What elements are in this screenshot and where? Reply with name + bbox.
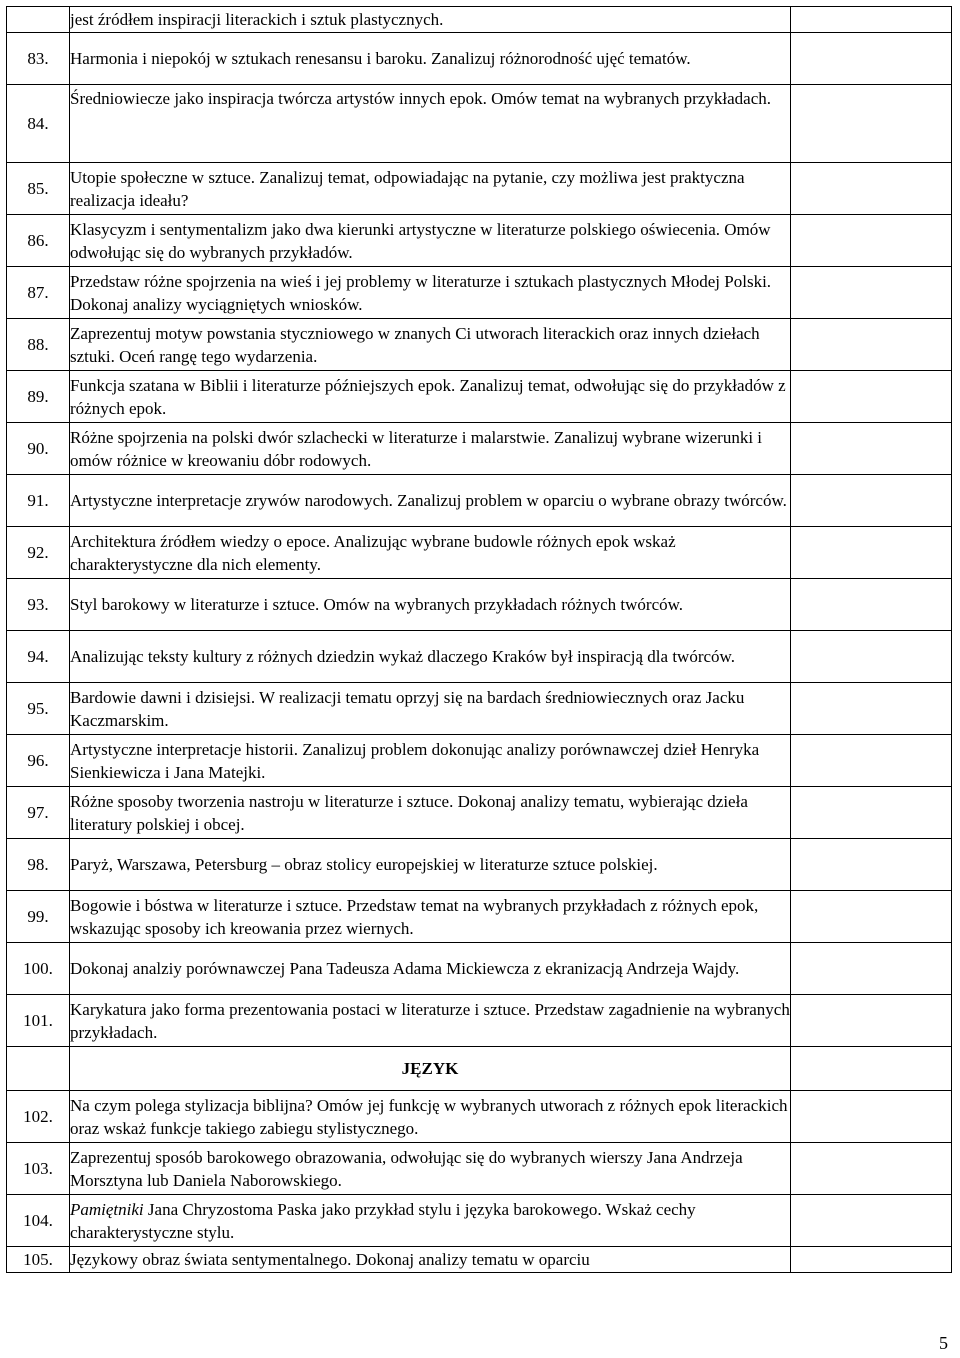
row-blank-cell [791,995,952,1047]
table-row [7,1091,952,1143]
row-blank-cell [791,215,952,267]
table-row [7,735,952,787]
table-row [7,943,952,995]
row-blank-cell [791,891,952,943]
row-blank-cell [791,423,952,475]
row-number: 93. [7,579,70,631]
row-text: Dokonaj analziy porównawczej Pana Tadeusza Adama Mickiewcza z ekranizacją Andrzeja Wajdy. [70,943,791,995]
row-blank-cell [791,319,952,371]
row-number: 97. [7,787,70,839]
row-text: Zaprezentuj sposób barokowego obrazowania, odwołując się do wybranych wierszy Jana Andrzeja Morsztyna lub Daniela Naborowskiego. [70,1143,791,1195]
table-row [7,1247,952,1273]
section-heading-row [7,1047,952,1091]
row-text: Różne spojrzenia na polski dwór szlachecki w literaturze i malarstwie. Zanalizuj wybrane wizerunki i omów różnice w kreowaniu dóbr rodowych. [70,423,791,475]
row-number: 102. [7,1091,70,1143]
table-row [7,319,952,371]
row-blank-cell [791,1091,952,1143]
row-number: 96. [7,735,70,787]
table-row [7,683,952,735]
table-row [7,1195,952,1247]
row-blank-cell [791,1247,952,1273]
row-text: jest źródłem inspiracji literackich i sztuk plastycznych. [70,7,791,33]
table-row [7,787,952,839]
table-row [7,7,952,33]
table-row [7,995,952,1047]
table-row [7,891,952,943]
table-row [7,33,952,85]
row-number: 94. [7,631,70,683]
row-number: 95. [7,683,70,735]
row-text: Karykatura jako forma prezentowania postaci w literaturze i sztuce. Przedstaw zagadnienie na wybranych przykładach. [70,995,791,1047]
row-text: Styl barokowy w literaturze i sztuce. Omów na wybranych przykładach różnych twórców. [70,579,791,631]
row-number [7,7,70,33]
row-text: Klasycyzm i sentymentalizm jako dwa kierunki artystyczne w literaturze polskiego oświecenia. Omów odwołując się do wybranych przykładów. [70,215,791,267]
row-blank-cell [791,787,952,839]
row-number: 84. [7,85,70,163]
row-text: Architektura źródłem wiedzy o epoce. Analizując wybrane budowle różnych epok wskaż charakterystyczne dla nich elementy. [70,527,791,579]
row-blank-cell [791,267,952,319]
row-number: 83. [7,33,70,85]
row-number: 100. [7,943,70,995]
row-text: Na czym polega stylizacja biblijna? Omów jej funkcję w wybranych utworach z różnych epok literackich oraz wskaż funkcje takiego zabiegu stylistycznego. [70,1091,791,1143]
page-number: 5 [939,1333,948,1353]
italic-title: Pamiętniki [70,1199,144,1219]
row-number: 89. [7,371,70,423]
topics-table [6,6,952,1273]
row-blank-cell [791,839,952,891]
row-number: 85. [7,163,70,215]
table-row [7,215,952,267]
table-row [7,631,952,683]
row-text: Utopie społeczne w sztuce. Zanalizuj temat, odpowiadając na pytanie, czy możliwa jest praktyczna realizacja ideału? [70,163,791,215]
row-number: 103. [7,1143,70,1195]
row-number: 104. [7,1195,70,1247]
row-text: Językowy obraz świata sentymentalnego. Dokonaj analizy tematu w oparciu [70,1247,791,1273]
row-blank-cell [791,579,952,631]
row-number: 92. [7,527,70,579]
row-text-rest: Jana Chryzostoma Paska jako przykład stylu i języka barokowego. Wskaż cechy charakterystyczne stylu. [70,1199,696,1242]
table-row [7,267,952,319]
row-number: 105. [7,1247,70,1273]
row-blank-cell [791,1195,952,1247]
table-row [7,163,952,215]
row-text: Analizując teksty kultury z różnych dziedzin wykaż dlaczego Kraków był inspiracją dla twórców. [70,631,791,683]
table-row [7,839,952,891]
table-row [7,85,952,163]
table-row [7,1143,952,1195]
table-row [7,371,952,423]
row-number: 98. [7,839,70,891]
table-row [7,423,952,475]
row-text: Przedstaw różne spojrzenia na wieś i jej problemy w literaturze i sztukach plastycznych Młodej Polski. Dokonaj analizy wyciągniętych wniosków. [70,267,791,319]
section-heading: JĘZYK [70,1047,791,1091]
row-number: 91. [7,475,70,527]
row-blank-cell [791,527,952,579]
row-blank-cell [791,7,952,33]
row-number: 101. [7,995,70,1047]
table-row [7,579,952,631]
row-text: Paryż, Warszawa, Petersburg – obraz stolicy europejskiej w literaturze sztuce polskiej. [70,839,791,891]
row-blank-cell [791,475,952,527]
row-text: Średniowiecze jako inspiracja twórcza artystów innych epok. Omów temat na wybranych przykładach. [70,85,791,163]
row-text: Artystyczne interpretacje historii. Zanalizuj problem dokonując analizy porównawczej dzieł Henryka Sienkiewicza i Jana Matejki. [70,735,791,787]
row-text: Różne sposoby tworzenia nastroju w literaturze i sztuce. Dokonaj analizy tematu, wybierając dzieła literatury polskiej i obcej. [70,787,791,839]
row-text: Bardowie dawni i dzisiejsi. W realizacji tematu oprzyj się na bardach średniowiecznych oraz Jacku Kaczmarskim. [70,683,791,735]
row-text: Funkcja szatana w Biblii i literaturze późniejszych epok. Zanalizuj temat, odwołując się do przykładów z różnych epok. [70,371,791,423]
row-number: 86. [7,215,70,267]
row-blank-cell [791,631,952,683]
row-text: Bogowie i bóstwa w literaturze i sztuce. Przedstaw temat na wybranych przykładach z różnych epok, wskazując sposoby ich kreowania przez wiernych. [70,891,791,943]
row-blank-cell [791,33,952,85]
row-text: Harmonia i niepokój w sztukach renesansu i baroku. Zanalizuj różnorodność ujęć tematów. [70,33,791,85]
row-blank-cell [791,943,952,995]
row-blank-cell [791,683,952,735]
row-text: Artystyczne interpretacje zrywów narodowych. Zanalizuj problem w oparciu o wybrane obrazy twórców. [70,475,791,527]
row-blank-cell [791,735,952,787]
row-blank-cell [791,85,952,163]
row-number: 88. [7,319,70,371]
row-number: 87. [7,267,70,319]
table-row [7,475,952,527]
table-row [7,527,952,579]
row-text: Zaprezentuj motyw powstania styczniowego w znanych Ci utworach literackich oraz innych dziełach sztuki. Oceń rangę tego wydarzenia. [70,319,791,371]
row-text [70,1195,791,1247]
row-blank-cell [791,163,952,215]
row-number: 90. [7,423,70,475]
row-blank-cell [791,1143,952,1195]
row-blank-cell [791,1047,952,1091]
row-blank-cell [791,371,952,423]
row-number: 99. [7,891,70,943]
